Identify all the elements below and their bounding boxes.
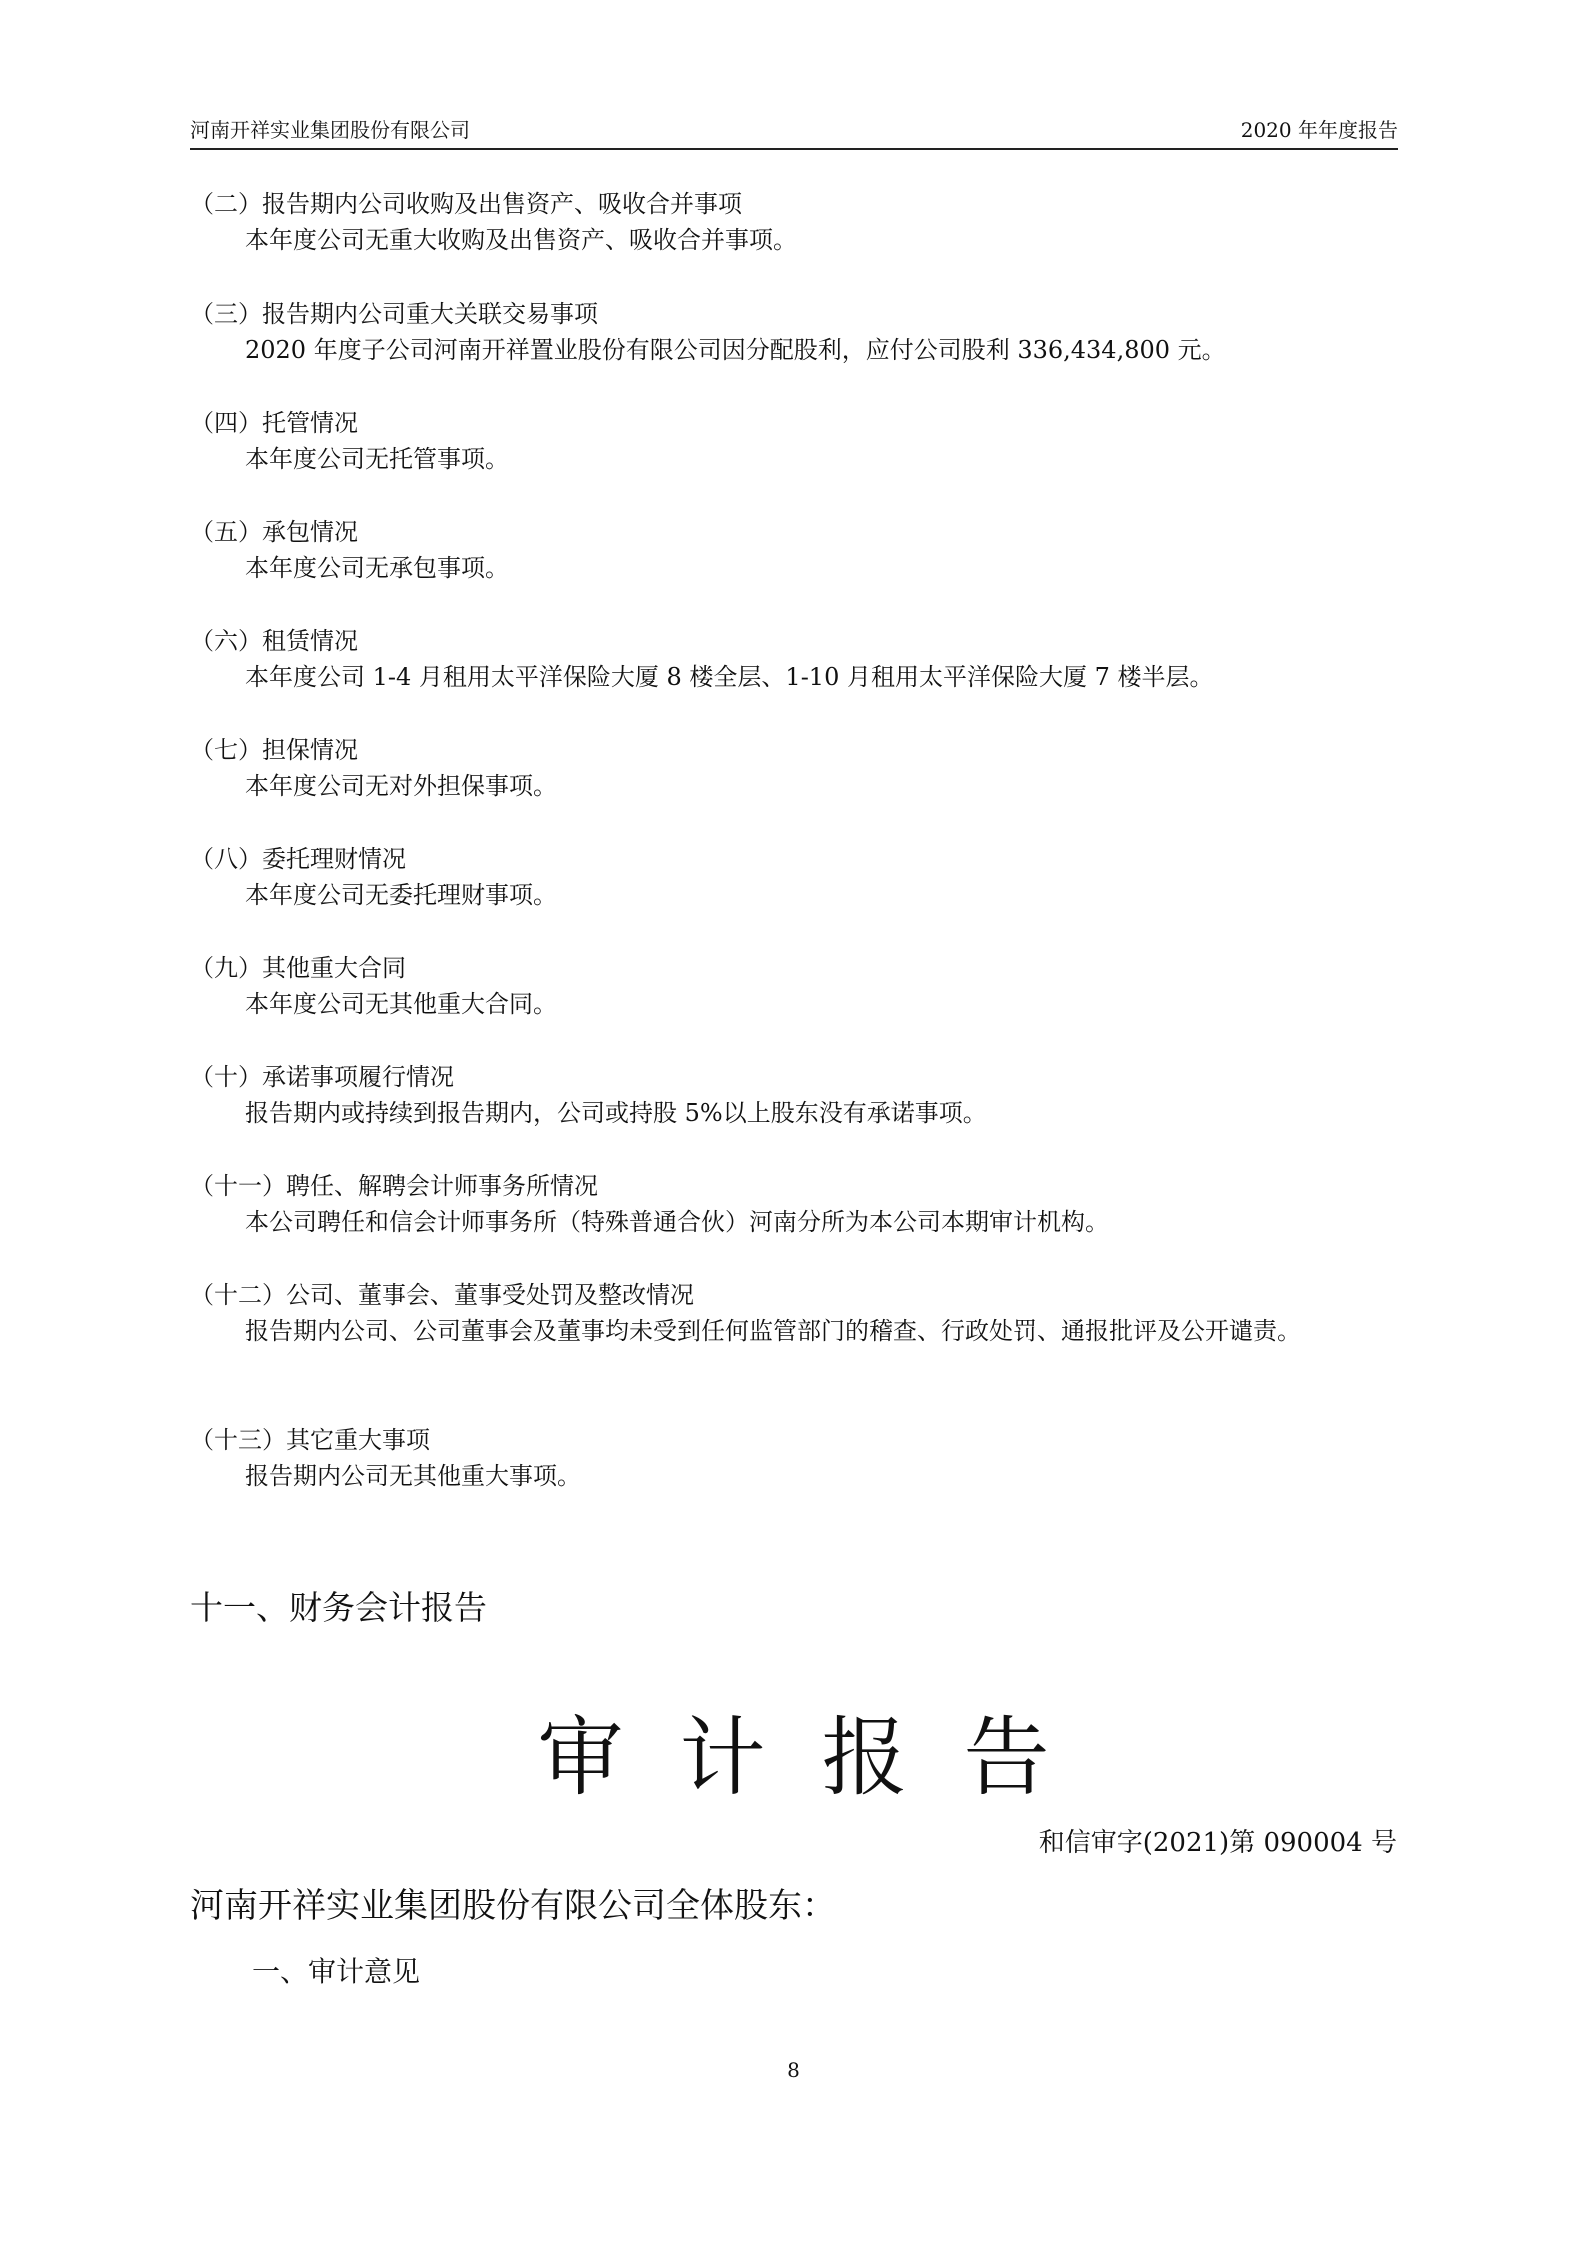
section-3 <box>190 296 1398 368</box>
section-body: 本年度公司无托管事项。 <box>245 445 509 473</box>
section-body: 本年度公司无对外担保事项。 <box>245 772 557 800</box>
section-8 <box>190 841 1398 913</box>
section-body: 报告期内或持续到报告期内，公司或持股 5%以上股东没有承诺事项。 <box>245 1099 987 1127</box>
page-number: 8 <box>787 2058 800 2082</box>
section-title: （七）担保情况 <box>190 736 358 764</box>
section-title: （十一）聘任、解聘会计师事务所情况 <box>190 1172 598 1200</box>
section-body: 本公司聘任和信会计师事务所（特殊普通合伙）河南分所为本公司本期审计机构。 <box>245 1208 1109 1236</box>
section-title: （四）托管情况 <box>190 409 358 437</box>
section-body: 本年度公司 1-4 月租用太平洋保险大厦 8 楼全层、1-10 月租用太平洋保险大厦 7 楼半层。 <box>245 663 1214 691</box>
addressee: 河南开祥实业集团股份有限公司全体股东： <box>190 1886 836 1926</box>
section-13 <box>190 1422 1398 1494</box>
section-5 <box>190 514 1398 586</box>
section-body: 本年度公司无其他重大合同。 <box>245 990 557 1018</box>
section-title: （十）承诺事项履行情况 <box>190 1063 454 1091</box>
section-7 <box>190 732 1398 804</box>
section-title: （五）承包情况 <box>190 518 358 546</box>
section-title: （十二）公司、董事会、董事受处罚及整改情况 <box>190 1281 694 1309</box>
financial-report-heading: 十一、财务会计报告 <box>190 1588 487 1627</box>
section-title: （六）租赁情况 <box>190 627 358 655</box>
audit-report-title: 审计报告 <box>537 1708 1106 1808</box>
section-title: （二）报告期内公司收购及出售资产、吸收合并事项 <box>190 190 742 218</box>
audit-document-number: 和信审字(2021)第 090004 号 <box>1038 1828 1397 1858</box>
page-header <box>190 112 1398 150</box>
section-body: 本年度公司无委托理财事项。 <box>245 881 557 909</box>
section-6 <box>190 623 1398 695</box>
section-2 <box>190 186 1398 258</box>
section-title: （十三）其它重大事项 <box>190 1426 430 1454</box>
section-title: （三）报告期内公司重大关联交易事项 <box>190 300 598 328</box>
section-body: 本年度公司无承包事项。 <box>245 554 509 582</box>
section-title: （八）委托理财情况 <box>190 845 406 873</box>
section-body: 本年度公司无重大收购及出售资产、吸收合并事项。 <box>245 226 797 254</box>
section-body: 报告期内公司无其他重大事项。 <box>245 1462 581 1490</box>
section-4 <box>190 405 1398 477</box>
section-title: （九）其他重大合同 <box>190 954 406 982</box>
header-company: 河南开祥实业集团股份有限公司 <box>190 118 470 142</box>
header-report-title: 2020 年年度报告 <box>1240 118 1398 142</box>
section-10 <box>190 1059 1398 1131</box>
section-9 <box>190 950 1398 1022</box>
section-body: 2020 年度子公司河南开祥置业股份有限公司因分配股利，应付公司股利 336,434,800 元。 <box>245 336 1226 364</box>
section-12 <box>190 1277 1398 1349</box>
section-11 <box>190 1168 1398 1240</box>
audit-opinion-heading: 一、审计意见 <box>252 1955 421 1988</box>
section-body: 报告期内公司、公司董事会及董事均未受到任何监管部门的稽查、行政处罚、通报批评及公开谴责。 <box>245 1317 1301 1345</box>
